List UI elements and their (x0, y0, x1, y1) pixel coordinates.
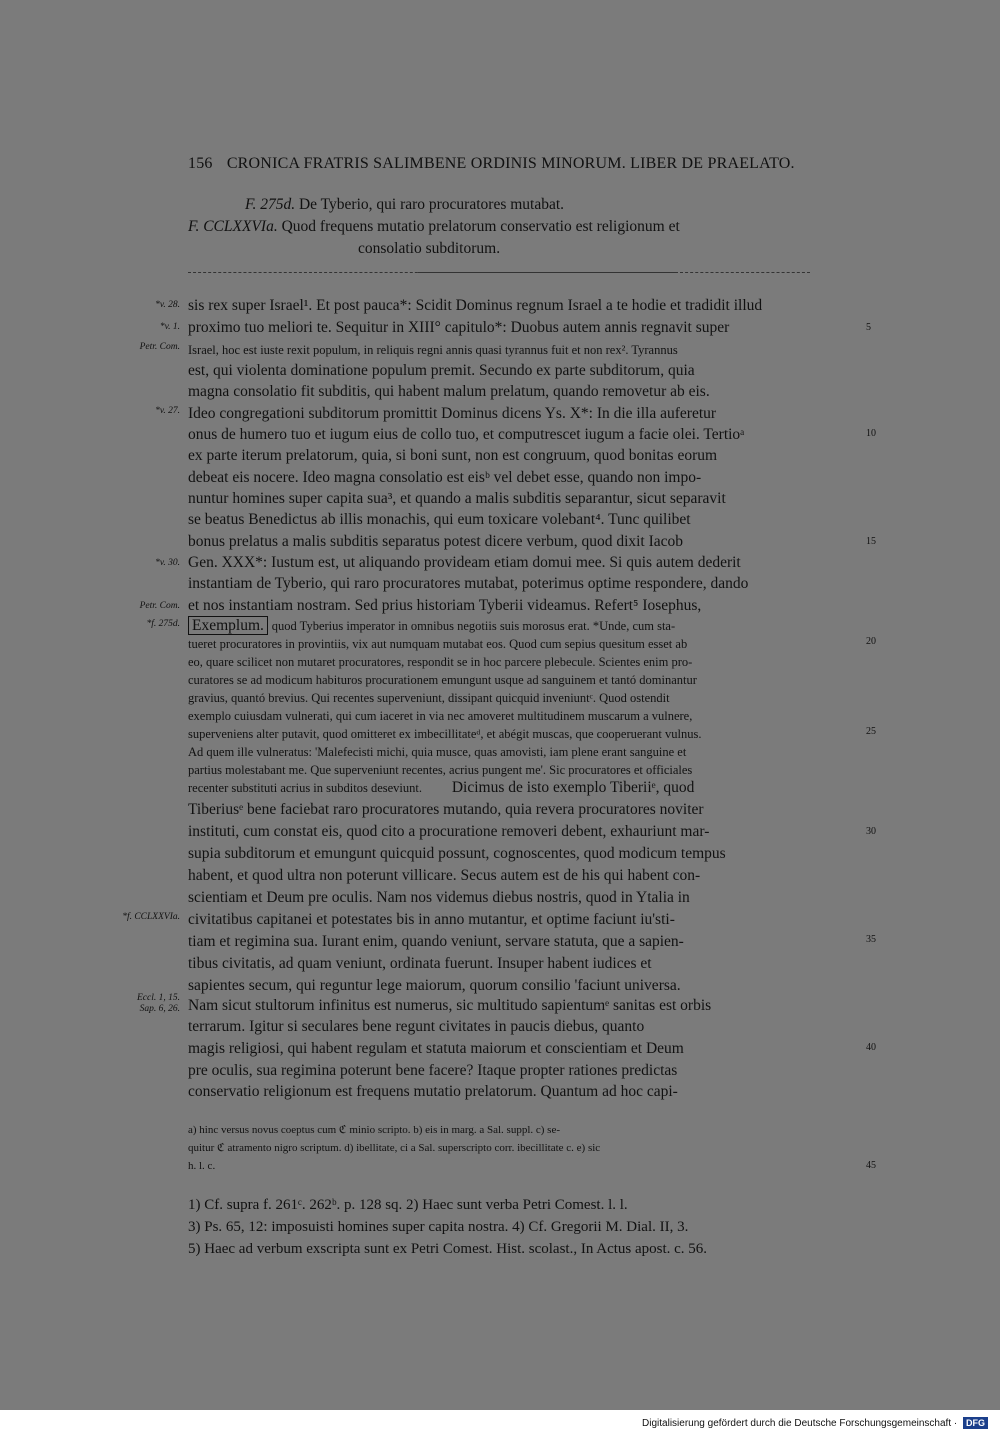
exemplum-line: exemplo cuiusdam vulnerati, qui cum iaceret in via nec amoveret multitudinem muscarum a vulnere, (188, 709, 693, 723)
dfg-logo: DFG (963, 1417, 988, 1429)
exemplum-line: superveniens alter putavit, quod omitteret ex imbecillitateᵈ, et abégit muscas, que cooperuerant vulnus. (188, 727, 702, 741)
footnote-line: 3) Ps. 65, 12: imposuisti homines super capita nostra. 4) Cf. Gregorii M. Dial. II, 3. (188, 1219, 689, 1235)
running-header (188, 155, 848, 173)
text-line: est, qui violenta dominatione populum premit. Secundo ex parte subditorum, quia (188, 362, 695, 379)
text-line: debeat eis nocere. Ideo magna consolatio est eisᵇ vel debet esse, quando non impo- (188, 469, 702, 486)
text-line: Israel, hoc est iuste rexit populum, in reliquis regni annis quasi tyrannus fuit et non rex². Tyrannus (188, 343, 678, 357)
page-number: 156 (188, 155, 213, 172)
exemplum-end-text: Dicimus de isto exemplo Tiberiiᵉ, quod (451, 779, 695, 796)
text-line: habent, et quod ultra non poterunt villicare. Secus autem est de his qui habent con- (188, 867, 701, 884)
text-line: supia subditorum et emungunt quicquid possunt, cognoscentes, quod modicum tempus (188, 845, 726, 862)
margin-note: *v. 1. (159, 322, 180, 332)
text-line: magis religiosi, qui habent regulam et statuta maiorum et conscientiam et Deum (188, 1040, 684, 1057)
margin-note: *v. 28. (155, 300, 180, 310)
text-line: civitatibus capitanei et potestates bis in anno mutantur, et optime faciunt iu'sti- (188, 911, 675, 928)
separator-solid (418, 272, 678, 273)
text-line: scientiam et Deum pre oculis. Nam nos videmus diebus nostris, quod in Ytalia in (188, 889, 690, 906)
footnote-line: 5) Haec ad verbum exscripta sunt ex Petri Comest. Hist. scolast., In Actus apost. c. 56. (188, 1241, 708, 1257)
text-line: onus de humero tuo et iugum eius de collo tuo, et computrescet iugum a facie olei. Tertioᵃ (188, 426, 745, 443)
margin-note: *v. 27. (155, 406, 180, 416)
separator-dashed-left (188, 272, 438, 273)
folio-note-1 (245, 196, 564, 214)
text-line: bonus prelatus a malis subditis separatus potest dicere verbum, quod dixit Iacob (188, 533, 684, 550)
line-number: 25 (866, 726, 876, 737)
apparatus-line: quitur ℭ atramento nigro scriptum. d) ibellitate, ci a Sal. superscripto corr. ibecillitate c. e) sic (188, 1142, 601, 1154)
dfg-credit (642, 1417, 988, 1429)
exemplum-last-line (188, 778, 858, 798)
text-line: Tiberiusᵉ bene faciebat raro procuratores mutando, quia revera procuratores noviter (188, 801, 704, 818)
text-line: Ideo congregationi subditorum promittit Dominus dicens Ys. X*: In die illa auferetur (188, 405, 717, 422)
credit-text: Digitalisierung gefördert durch die Deutsche Forschungsgemeinschaft · (642, 1418, 958, 1429)
separator-dashed-right (680, 272, 810, 273)
text-line: sis rex super Israel¹. Et post pauca*: Scidit Dominus regnum Israel a te hodie et tradidit illud (188, 297, 763, 314)
text-line: proximo tuo meliori te. Sequitur in XIII° capitulo*: Duobus autem annis regnavit super (188, 319, 730, 336)
text-line: sapientes secum, qui reguntur lege maiorum, quorum consilio 'faciunt universa. (188, 977, 681, 994)
text-line: conservatio religionum est frequens mutatio prelatorum. Quantum ad hoc capi- (188, 1083, 678, 1100)
folio-text: De Tyberio, qui raro procuratores mutabat. (298, 196, 565, 213)
folio-ref: F. CCLXXVIa. (188, 218, 278, 235)
text-line: instituti, cum constat eis, quod cito a procuratione removeri debent, exhauriunt mar- (188, 823, 710, 840)
text-line: tiam et regimina sua. Iurant enim, quando veniunt, servare statuta, que a sapien- (188, 933, 684, 950)
margin-note: *f. CCLXXVIa. (122, 912, 180, 922)
margin-note: Petr. Com. (139, 601, 180, 611)
text-line: se beatus Benedictus ab illis monachis, qui eum toxicare volebant⁴. Tunc quilibet (188, 511, 691, 528)
margin-note: Eccl. 1, 15. (136, 993, 180, 1003)
exemplum-line: gravius, quantó brevius. Qui recentes superveniunt, dissipant quicquid inveniuntᶜ. Quod ostendit (188, 691, 670, 705)
apparatus-line: h. l. c. (188, 1160, 216, 1172)
folio-note-2 (188, 218, 680, 236)
line-number: 5 (866, 322, 871, 333)
running-title: CRONICA FRATRIS SALIMBENE ORDINIS MINORUM. LIBER DE PRAELATO. (226, 155, 795, 172)
line-number: 20 (866, 636, 876, 647)
exemplum-text: quod Tyberius imperator in omnibus negotiis suis morosus erat. *Unde, cum sta- (271, 619, 676, 633)
footnote-line: 1) Cf. supra f. 261ᶜ. 262ᵇ. p. 128 sq. 2) Haec sunt verba Petri Comest. l. l. (188, 1197, 628, 1213)
folio-note-3 (358, 240, 500, 258)
apparatus-line: a) hinc versus novus coeptus cum ℭ minio scripto. b) eis in marg. a Sal. suppl. c) se- (188, 1124, 560, 1136)
line-number: 40 (866, 1042, 876, 1053)
line-number: 45 (866, 1160, 876, 1171)
text-line: nuntur homines super capita sua³, et quando a malis subditis separantur, sicut separavit (188, 490, 726, 507)
margin-note: *f. 275d. (146, 619, 180, 629)
line-number: 15 (866, 536, 876, 547)
exemplum-line: eo, quare scilicet non mutaret procuratores, respondit se in hoc parcere plebecule. Scientes enim pro- (188, 655, 693, 669)
line-number: 30 (866, 826, 876, 837)
text-line: Gen. XXX*: Iustum est, ut aliquando provideam etiam domui mee. Si quis autem dederit (188, 554, 741, 571)
margin-note: Sap. 6, 26. (139, 1004, 180, 1014)
text-line: Nam sicut stultorum infinitus est numerus, sic multitudo sapientumᵉ sanitas est orbis (188, 997, 712, 1014)
margin-note: *v. 30. (155, 558, 180, 568)
exemplum-line: Ad quem ille vulneratus: 'Malefecisti michi, quia musce, quas amovisti, iam plene erant sanguine et (188, 745, 687, 759)
exemplum-line: curatores se ad modicum habituros procurationem emungunt usque ad sanguinem et tantó dominantur (188, 673, 697, 687)
folio-text: consolatio subditorum. (358, 240, 501, 257)
text-line: ex parte iterum prelatorum, quia, si boni sunt, non est congruum, quod bonitas eorum (188, 447, 718, 464)
margin-note: Petr. Com. (139, 342, 180, 352)
exemplum-first-line (188, 616, 858, 636)
folio-text: Quod frequens mutatio prelatorum conservatio est religionum et (281, 218, 680, 235)
exemplum-label: Exemplum. (188, 616, 268, 635)
text-line: magna consolatio fit subditis, qui habent malum prelatum, quando removetur ab eis. (188, 383, 710, 400)
exemplum-text: recenter substituti acrius in subditos deseviunt. (188, 781, 422, 795)
text-line: et nos instantiam nostram. Sed prius historiam Tyberii videamus. Refert⁵ Iosephus, (188, 597, 702, 614)
text-line: tibus civitatis, ad quam veniunt, ordinata fuerunt. Insuper habent iudices et (188, 955, 652, 972)
text-line: pre oculis, sua regimina poterunt bene facere? Itaque propter rationes predictas (188, 1062, 678, 1079)
text-line: terrarum. Igitur si seculares bene regunt civitates in paucis diebus, quanto (188, 1018, 645, 1035)
exemplum-line: tueret procuratores in provintiis, vix aut numquam mutabat eos. Quod cum sepius quesitum esset ab (188, 637, 688, 651)
line-number: 35 (866, 934, 876, 945)
folio-ref: F. 275d. (245, 196, 296, 213)
text-line: instantiam de Tyberio, qui raro procuratores mutabat, poterimus optime respondere, dando (188, 575, 749, 592)
line-number: 10 (866, 428, 876, 439)
exemplum-line: partius molestabant me. Que superveniunt recentes, acrius pungent me'. Sic procuratores et officiales (188, 763, 693, 777)
